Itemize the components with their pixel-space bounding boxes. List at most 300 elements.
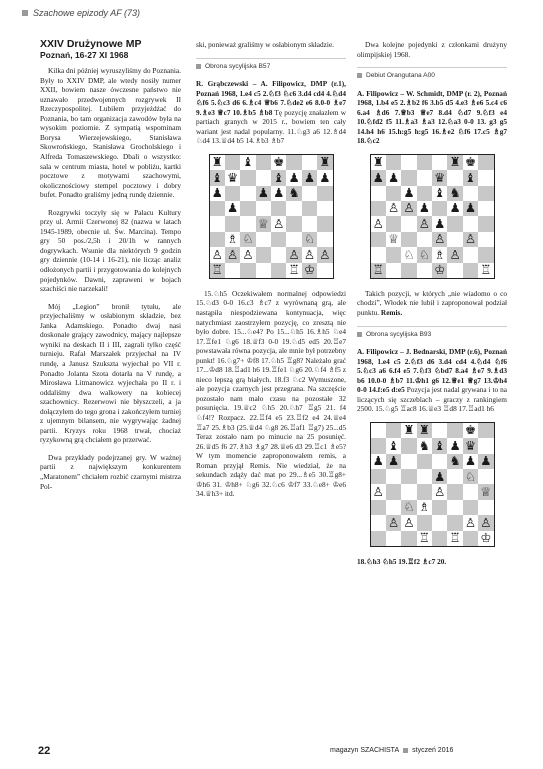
board-square [463, 155, 478, 170]
chess-piece-icon: ♖ [211, 261, 223, 277]
board-square [210, 186, 225, 201]
board-square [317, 201, 332, 216]
game-moves: DMP (r. 2), Poznań 1968, 1.b4 e5 2.♗b2 f6 3.b5 d5 4.e3 ♗e6 5.c4 c6 6.a4 ♗d6 7.♕b3 ♕e7 8.d4 ♘d7 9.♘f3 e4 10.♘fd2 f5 11.♗a3 ♗a3 12.♘a3 0-0 13. g3 g5 14.h4 h6 15.h:g5 h:g5 16.♗e2 ♘f6 17.c5 ♗g7 18.♘c2 [357, 88, 507, 146]
paragraph-3: Mój „Legion” bronił tytułu, ale przyjechaliśmy w osłabionym składzie, bez Janka Adamskiego. Ponadto dwaj nasi doskonale grający zawodnicy, mający najlepsze wyniki na deskach II i III, zagrali tylko część turnieju. Rafał Marszałek przyjechał na IV rundę, a Janusz Szukszta wyjechał po VII r. Ponadto Jolanta Szota dotarła na V rundę, a Mirosława Litmanowicz wyjechała po II r. i oddaliśmy dwa walkowery na kobiecej szachownicy. Rezerwowi nie błyszczeli, a ja dołączyłem do tego grona i zakończyłem turniej z ujemnym bilansem, nie wygrywając żadnej partii. Kryzys roku 1968 trwał, chociaż ryzykowną grą chciałem go przerwać. [40, 301, 181, 445]
board-square [432, 155, 447, 170]
board-square [240, 201, 255, 216]
chess-piece-icon: ♗ [434, 246, 446, 262]
game-continuation: 15.♘h5 Oczekiwałem normalnej odpowiedzi 15.♘d3 0-0 16.c3 ♗c7 z wyrównaną grą, ale nastąpiła niespodziewana kontynuacja, więc natychmiast zaostrzyłem pozycję, co zresztą nie było dobre. 15...♘e4? Po 15...♘h5 16.♗h5 ♘e4 17.♖fe1 ♘g6 18.♕f3 0-0 19.♘d5 ed5 20.♖e7 powstawała równa pozycja, ale mnie był potrzebny punkt! 16.♘g7+ ♔f8 17.♘h5 ♖g8? Należało grać 17...♔d8 18.♖ad1 h6 19.♖fe1 ♘g6 20.♘f4 ♗f5 z nieco lepszą grą białych. 18.f3 ♘c2 Wymuszone, ale pozycja czarnych jest przegrana. Na szczęście pozostało nam mało czasu na pozostałe 32 posunięcia. 19.♕c2 ♘h5 20.♘h7 ♖g5 21. f4 ♘f4!? Rozpacz. 22.♖f4 e5 23.♖f2 e4 24.♕e4 ♖a7 25.♗b3 (25.♕d4 ♘g8 26.♖af1 ♖g7) 25...d5 Teraz zostało nam po minucie na 25 posunięć. 26.♕d5 f6 27.♗h3 ♗g7 28.♕e6 d3 29.♖c1 ♗e5? W tym momencie zaproponowałem remis, a Roman przyjął Remis. Nie wiedział, że na sekundach zdąży dać mat po 29...♗e5 30.♖g8+ ♔h6 31. ♔h8+ ♘g6 32.♘c6 ♔f7 33.♘e8+ ♔e6 34.♕h3+ itd. [196, 288, 346, 499]
board-square [401, 469, 416, 484]
board-square [225, 247, 240, 262]
board-square [447, 469, 462, 484]
square-bullet-icon [403, 748, 408, 753]
board-square [432, 484, 447, 499]
board-square [478, 263, 493, 278]
board-square [240, 263, 255, 278]
board-square [463, 263, 478, 278]
chess-piece-icon: ♛ [434, 169, 446, 185]
board-square [463, 454, 478, 469]
chess-piece-icon: ♙ [273, 215, 285, 231]
board-square [371, 232, 386, 247]
board-square [386, 515, 401, 530]
chess-piece-icon: ♟ [211, 185, 223, 201]
chess-piece-icon: ♜ [211, 154, 223, 170]
board-square [317, 186, 332, 201]
chess-piece-icon: ♙ [319, 246, 331, 262]
chess-piece-icon: ♙ [372, 215, 384, 231]
game-moves: DMP (r.6), Poznań 1968, 1.e4 c5 2.♘f3 d6 3.d4 cd4 4.♘d4 ♘f6 5.♘c3 a6 6.f4 e5 7.♘f3 ♘bd7 8.a4 ♗e7 9.♗d3 b6 10.0-0 ♗b7 11.♔h1 g6 12.♕e1 ♕g7 13.♔h4 0-0 14.f:e5 d:e5 [357, 347, 508, 395]
chess-diagram [370, 422, 495, 547]
board-square [256, 170, 271, 185]
opening-name: Obrona sycylijska B57 [205, 62, 271, 70]
column-2 [196, 40, 346, 507]
board-square [463, 232, 478, 247]
opening-name: Debiut Orangutana A00 [366, 72, 435, 80]
chess-piece-icon: ♟ [387, 169, 400, 185]
chess-piece-icon: ♙ [303, 246, 316, 262]
board-square [271, 232, 286, 247]
square-bullet-icon [22, 10, 28, 16]
chess-piece-icon: ♙ [242, 246, 254, 262]
board-square [371, 247, 386, 262]
board-square [371, 423, 386, 438]
board-square [386, 201, 401, 216]
board-square [386, 484, 401, 499]
chess-piece-icon: ♖ [418, 530, 430, 545]
board-square [240, 170, 255, 185]
board-square [447, 263, 462, 278]
board-square [371, 186, 386, 201]
board-square [463, 500, 478, 515]
chess-piece-icon: ♕ [387, 231, 400, 247]
board-square [371, 263, 386, 278]
board-square [432, 201, 447, 216]
board-square [447, 500, 462, 515]
board-square [302, 201, 317, 216]
chess-piece-icon: ♗ [226, 231, 239, 247]
chess-piece-icon: ♘ [403, 499, 415, 515]
chess-piece-icon: ♛ [226, 169, 239, 185]
board-square [317, 170, 332, 185]
board-square [447, 170, 462, 185]
board-square [286, 247, 301, 262]
chess-piece-icon: ♝ [434, 185, 446, 201]
chess-piece-icon: ♙ [387, 514, 400, 530]
board-square [417, 500, 432, 515]
board-square [386, 469, 401, 484]
chess-piece-icon: ♜ [319, 154, 331, 170]
board-square [417, 155, 432, 170]
board-square [225, 186, 240, 201]
board-square [317, 232, 332, 247]
board-square [286, 170, 301, 185]
board-square [401, 484, 416, 499]
board-square [386, 438, 401, 453]
board-square [417, 484, 432, 499]
chess-piece-icon: ♙ [403, 200, 415, 216]
board-square [386, 170, 401, 185]
chess-piece-icon: ♟ [273, 185, 285, 201]
chess-piece-icon: ♝ [434, 437, 446, 453]
chess-piece-icon: ♞ [418, 437, 430, 453]
opening-name: Obrona sycylijska B93 [366, 330, 432, 338]
chess-piece-icon: ♞ [449, 453, 461, 469]
chess-piece-icon: ♞ [449, 185, 461, 201]
board-square [371, 201, 386, 216]
board-square [240, 216, 255, 231]
board-square [371, 484, 386, 499]
board-square [317, 216, 332, 231]
game-comment [357, 289, 507, 318]
chess-piece-icon: ♔ [480, 530, 492, 545]
chess-piece-icon: ♟ [303, 169, 316, 185]
board-square [417, 515, 432, 530]
board-square [371, 438, 386, 453]
board-square [432, 454, 447, 469]
board-square [432, 438, 447, 453]
board-square [386, 500, 401, 515]
opening-label [196, 58, 346, 72]
game-note: Pozycja jest nadal grywana i to na liczących się szczeblach – graczy z rankingiem 2500. 15.♘g5 ♖ac8 16.♕e3 ♖d8 17.♖ad1 h6 [357, 385, 507, 414]
board-square [286, 232, 301, 247]
board-square [286, 155, 301, 170]
chess-piece-icon: ♞ [288, 185, 300, 201]
square-bullet-icon [357, 332, 362, 337]
board-square [432, 423, 447, 438]
chess-piece-icon: ♛ [464, 437, 477, 453]
board-square [417, 263, 432, 278]
board-square [317, 247, 332, 262]
game-moves: DMP (r.1), Poznań 1968, 1.e4 c5 2.♘f3 ♘c6 3.d4 cd4 4.♘d4 ♘f6 5.♘c3 d6 6.♗c4 ♕b6 7.♘de2 e6 8.0-0 ♗e7 9.♗e3 ♕c7 10.♗b5 ♗b8 [196, 79, 347, 117]
board-square [271, 170, 286, 185]
board-square [286, 216, 301, 231]
board-square [371, 216, 386, 231]
game-players: A. Filipowicz – W. Schmidt, [357, 88, 445, 98]
board-square [386, 423, 401, 438]
board-square [286, 263, 301, 278]
board-square [447, 454, 462, 469]
board-square [478, 423, 493, 438]
game-final-moves: 18.♘h3 ♘h5 19.♖f2 ♗c7 20. [357, 556, 447, 566]
board-square [386, 186, 401, 201]
chess-piece-icon: ♟ [449, 437, 461, 453]
board-square [210, 155, 225, 170]
board-square [478, 438, 493, 453]
board-square [447, 201, 462, 216]
board-square [302, 155, 317, 170]
board-square [401, 155, 416, 170]
board-square [447, 438, 462, 453]
board-square [386, 232, 401, 247]
board-square [210, 170, 225, 185]
board-square [478, 454, 493, 469]
board-square [463, 247, 478, 262]
chess-piece-icon: ♚ [464, 422, 477, 438]
board-square [386, 454, 401, 469]
section-title: Szachowe epizody AF (73) [33, 8, 141, 18]
board-square [401, 531, 416, 546]
board-square [401, 247, 416, 262]
chess-piece-icon: ♙ [449, 246, 461, 262]
board-square [463, 438, 478, 453]
board-square [401, 438, 416, 453]
chess-piece-icon: ♝ [387, 437, 400, 453]
board-square [386, 155, 401, 170]
magazine-info [330, 747, 453, 754]
column-2-intro: ski, ponieważ graliśmy w osłabionym składzie. [196, 40, 335, 49]
board-square [432, 232, 447, 247]
board-square [302, 247, 317, 262]
board-square [317, 155, 332, 170]
board-square [463, 216, 478, 231]
board-square [210, 247, 225, 262]
chess-piece-icon: ♜ [403, 422, 415, 438]
board-square [447, 155, 462, 170]
board-square [225, 201, 240, 216]
chess-piece-icon: ♘ [418, 246, 430, 262]
board-square [432, 247, 447, 262]
chess-piece-icon: ♟ [257, 185, 269, 201]
board-square [401, 216, 416, 231]
board-square [256, 216, 271, 231]
board-square [478, 170, 493, 185]
board-square [401, 515, 416, 530]
board-square [286, 201, 301, 216]
board-square [240, 155, 255, 170]
board-square [432, 469, 447, 484]
chess-piece-icon: ♗ [418, 499, 430, 515]
chess-piece-icon: ♘ [403, 246, 415, 262]
chess-piece-icon: ♜ [418, 422, 430, 438]
game-1 [196, 79, 346, 146]
board-square [417, 232, 432, 247]
board-square [371, 515, 386, 530]
board-square [317, 263, 332, 278]
opening-label [357, 67, 507, 81]
board-square [478, 155, 493, 170]
board-square [401, 263, 416, 278]
square-bullet-icon [357, 73, 362, 78]
board-square [478, 500, 493, 515]
board-square [256, 201, 271, 216]
game-2 [357, 89, 507, 146]
board-square [478, 186, 493, 201]
chess-piece-icon: ♟ [434, 215, 446, 231]
board-square [240, 232, 255, 247]
chess-piece-icon: ♘ [303, 231, 316, 247]
comment-text: Takich pozycji, w których „nie wiadomo o co chodzi”, Włodek nie lubił i zaproponował podział punktu. [357, 288, 507, 318]
board-square [432, 263, 447, 278]
chess-piece-icon: ♕ [257, 215, 269, 231]
board-square [271, 201, 286, 216]
chess-piece-icon: ♘ [464, 468, 477, 484]
paragraph-2: Rozgrywki toczyły się w Pałacu Kultury przy ul. Armii Czerwonej 82 (nazwa w latach 1945-1989, obecnie ul. Św. Marcina). Tempo gry 50 pos./2,5h i 20/1h w rannych dogrywkach. Wsunie dla niektórych 9 godzin gry dziennie (10-14 i 16-21), nie licząc analiz odłożonych partii i przygotowania do kolejnych pojedynków. Dawni, zapraweni w bojach szachiści nie narzekali! [40, 207, 181, 294]
board-square [432, 515, 447, 530]
chess-piece-icon: ♟ [372, 453, 384, 469]
board-square [256, 263, 271, 278]
board-square [386, 531, 401, 546]
board-square [271, 186, 286, 201]
chess-piece-icon: ♖ [480, 261, 492, 277]
board-square [371, 170, 386, 185]
board-square [478, 484, 493, 499]
chess-piece-icon: ♘ [242, 231, 254, 247]
magazine-name: magazyn SZACHISTA [330, 747, 400, 754]
board-square [240, 247, 255, 262]
board-square [417, 201, 432, 216]
board-square [463, 423, 478, 438]
chess-piece-icon: ♙ [387, 200, 400, 216]
chess-piece-icon: ♙ [211, 246, 223, 262]
board-square [225, 232, 240, 247]
chess-piece-icon: ♖ [288, 261, 300, 277]
chess-piece-icon: ♟ [372, 169, 384, 185]
board-square [478, 469, 493, 484]
chess-piece-icon: ♝ [273, 169, 285, 185]
board-square [447, 515, 462, 530]
board-square [271, 216, 286, 231]
board-square [432, 186, 447, 201]
board-square [210, 263, 225, 278]
chess-piece-icon: ♟ [226, 200, 239, 216]
chess-piece-icon: ♙ [226, 246, 239, 262]
board-square [371, 531, 386, 546]
board-square [256, 247, 271, 262]
board-square [478, 247, 493, 262]
board-square [432, 216, 447, 231]
board-square [401, 500, 416, 515]
board-square [225, 170, 240, 185]
board-square [478, 531, 493, 546]
board-square [478, 216, 493, 231]
board-square [478, 232, 493, 247]
board-square [401, 423, 416, 438]
chess-piece-icon: ♟ [319, 169, 331, 185]
chess-piece-icon: ♜ [449, 154, 461, 170]
board-square [386, 216, 401, 231]
chess-piece-icon: ♟ [464, 453, 477, 469]
chess-diagram [209, 154, 334, 279]
board-square [302, 216, 317, 231]
board-square [401, 454, 416, 469]
chess-piece-icon: ♙ [480, 514, 492, 530]
column-3 [357, 40, 507, 574]
board-square [371, 155, 386, 170]
board-square [256, 186, 271, 201]
chess-piece-icon: ♟ [418, 200, 430, 216]
board-square [447, 216, 462, 231]
paragraph-1: Kilka dni później wyruszyliśmy do Poznania. Były to XXIV DMP, ale wtedy nosiły numer XXII, bowiem nasze ówczesne państwo nie uznawało przedwojennych rozgrywek II Rzeczypospolitej. Lubiłem przyjeżdżać do Poznania, bo tam organizacja zawodów była na wysokim poziomie. Z sympatią wspominam Borysa Wierzejewskiego, Stanisława Skowrońskiego, Stanisława Grocholskiego i Alfreda Tomaszewskiego. Dbali o wszystko: sala w centrum miasta, hotel w pobliżu, kartki pocztowe z motywami szachowymi, okolicznościowy stempel pocztowy i dobry bufet. Ponadto graliśmy jedną rundę dziennie. [40, 66, 181, 200]
board-square [225, 216, 240, 231]
board-square [302, 232, 317, 247]
chess-diagram [370, 154, 495, 279]
board-square [447, 232, 462, 247]
chess-piece-icon: ♚ [464, 154, 477, 170]
board-square [210, 216, 225, 231]
chess-piece-icon: ♟ [288, 169, 300, 185]
board-square [463, 170, 478, 185]
board-square [401, 170, 416, 185]
chess-piece-icon: ♟ [480, 453, 492, 469]
board-square [286, 186, 301, 201]
board-square [417, 216, 432, 231]
chess-piece-icon: ♙ [288, 246, 300, 262]
chess-piece-icon: ♔ [303, 261, 316, 277]
board-square [478, 201, 493, 216]
board-square [271, 155, 286, 170]
article-subtitle: Poznań, 16-27 XI 1968 [40, 49, 129, 60]
issue-date: styczeń 2016 [412, 747, 454, 754]
board-square [432, 500, 447, 515]
board-square [432, 170, 447, 185]
board-square [401, 186, 416, 201]
result-label: Remis. [380, 308, 403, 318]
chess-piece-icon: ♙ [418, 215, 430, 231]
board-square [417, 531, 432, 546]
game-note: Tę pozycję znałazłem w partiach granych w 2015 r., bowiem ten cały wariant jest nadal popularny. 11.♘g3 a6 12.♗d4 ♘d4 13.♕d4 b5 14.♗b3 ♗b7 [196, 107, 347, 146]
chess-piece-icon: ♙ [434, 483, 446, 499]
board-square [417, 423, 432, 438]
board-square [463, 201, 478, 216]
board-square [463, 515, 478, 530]
board-square [463, 484, 478, 499]
square-bullet-icon [196, 64, 201, 69]
board-square [225, 155, 240, 170]
board-square [386, 263, 401, 278]
chess-piece-icon: ♖ [372, 261, 384, 277]
chess-piece-icon: ♜ [372, 154, 384, 170]
section-header [22, 8, 140, 18]
board-square [478, 515, 493, 530]
board-square [417, 438, 432, 453]
board-square [401, 232, 416, 247]
board-square [463, 186, 478, 201]
board-square [371, 500, 386, 515]
chess-piece-icon: ♟ [449, 200, 461, 216]
chess-piece-icon: ♝ [464, 169, 477, 185]
chess-piece-icon: ♟ [434, 468, 446, 484]
game-3 [357, 347, 507, 414]
chess-piece-icon: ♟ [464, 200, 477, 216]
chess-piece-icon: ♟ [387, 453, 400, 469]
board-square [302, 170, 317, 185]
board-square [302, 263, 317, 278]
board-square [432, 531, 447, 546]
board-square [463, 531, 478, 546]
chess-piece-icon: ♔ [434, 261, 446, 277]
board-square [417, 186, 432, 201]
page-number: 22 [38, 745, 51, 757]
board-square [417, 469, 432, 484]
chess-piece-icon: ♟ [403, 185, 415, 201]
board-square [463, 469, 478, 484]
chess-piece-icon: ♙ [464, 514, 477, 530]
chess-piece-icon: ♙ [464, 231, 477, 247]
column-3-intro: Dwa kolejne pojedynki z członkami drużyny olimpijskiej 1968. [357, 40, 507, 59]
game-players: R. Grąbczewski – A. Filipowicz, [196, 79, 306, 89]
board-square [417, 170, 432, 185]
board-square [210, 201, 225, 216]
board-square [271, 263, 286, 278]
chess-piece-icon: ♝ [211, 169, 223, 185]
game-players: A. Filipowicz – J. Bednarski, [357, 347, 448, 357]
board-square [401, 201, 416, 216]
board-square [417, 247, 432, 262]
chess-piece-icon: ♙ [403, 514, 415, 530]
chess-piece-icon: ♕ [480, 483, 492, 499]
opening-label [357, 326, 507, 340]
chess-piece-icon: ♚ [273, 154, 285, 170]
